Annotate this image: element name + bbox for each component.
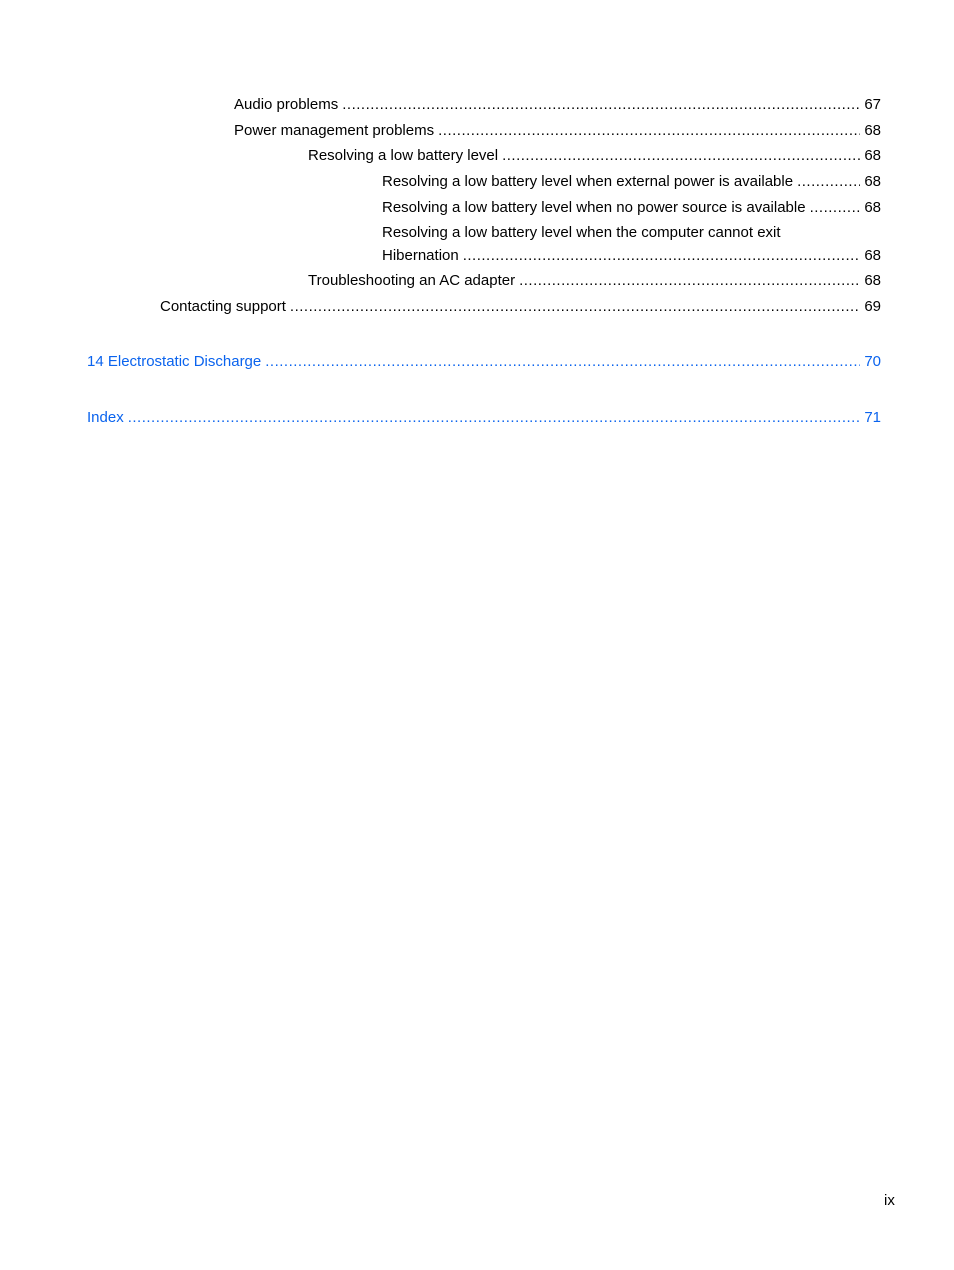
toc-entry-low-battery[interactable]: [308, 147, 881, 165]
toc-entry-label: Contacting support: [160, 298, 286, 315]
dot-leader: [810, 199, 861, 217]
toc-entry-low-battery-no-source[interactable]: [382, 199, 881, 217]
toc-entry-page: 68: [864, 122, 881, 139]
toc-entry-label: Resolving a low battery level when no power source is available: [382, 199, 806, 216]
dot-leader: [128, 409, 861, 427]
toc-entry-page: 71: [864, 409, 881, 426]
toc-entry-page: 68: [864, 272, 881, 289]
toc-entry-page: 68: [864, 199, 881, 216]
dot-leader: [265, 353, 860, 371]
toc-entry-label: 14 Electrostatic Discharge: [87, 353, 262, 370]
toc-entry-label: Resolving a low battery level: [308, 147, 499, 164]
dot-leader: [797, 173, 860, 191]
toc-entry-audio-problems[interactable]: [234, 96, 881, 114]
toc-entry-label: Troubleshooting an AC adapter: [308, 272, 516, 289]
toc-entry-hibernation[interactable]: [382, 247, 881, 265]
toc-chapter-14-link[interactable]: [87, 353, 881, 371]
dot-leader: [502, 147, 860, 165]
toc-entry-ac-adapter[interactable]: [308, 272, 881, 290]
dot-leader: [438, 122, 860, 140]
toc-entry-label: Index: [87, 409, 124, 426]
toc-entry-contacting-support[interactable]: [160, 298, 881, 316]
page-number: ix: [884, 1192, 895, 1209]
toc-entry-hibernation-line1[interactable]: Resolving a low battery level when the computer cannot exit: [382, 224, 781, 241]
toc-entry-label: Hibernation: [382, 247, 459, 264]
toc-entry-label: Audio problems: [234, 96, 339, 113]
toc-entry-label: Resolving a low battery level when external power is available: [382, 173, 794, 190]
toc-entry-power-management[interactable]: [234, 122, 881, 140]
toc-entry-page: 67: [864, 96, 881, 113]
toc-entry-low-battery-external[interactable]: [382, 173, 881, 191]
toc-entry-page: 68: [864, 173, 881, 190]
toc-entry-page: 70: [864, 353, 881, 370]
dot-leader: [519, 272, 860, 290]
toc-entry-page: 68: [864, 247, 881, 264]
dot-leader: [463, 247, 861, 265]
toc-index-link[interactable]: [87, 409, 881, 427]
toc-entry-label: Power management problems: [234, 122, 435, 139]
dot-leader: [290, 298, 860, 316]
dot-leader: [342, 96, 860, 114]
toc-entry-page: 69: [864, 298, 881, 315]
toc-entry-page: 68: [864, 147, 881, 164]
